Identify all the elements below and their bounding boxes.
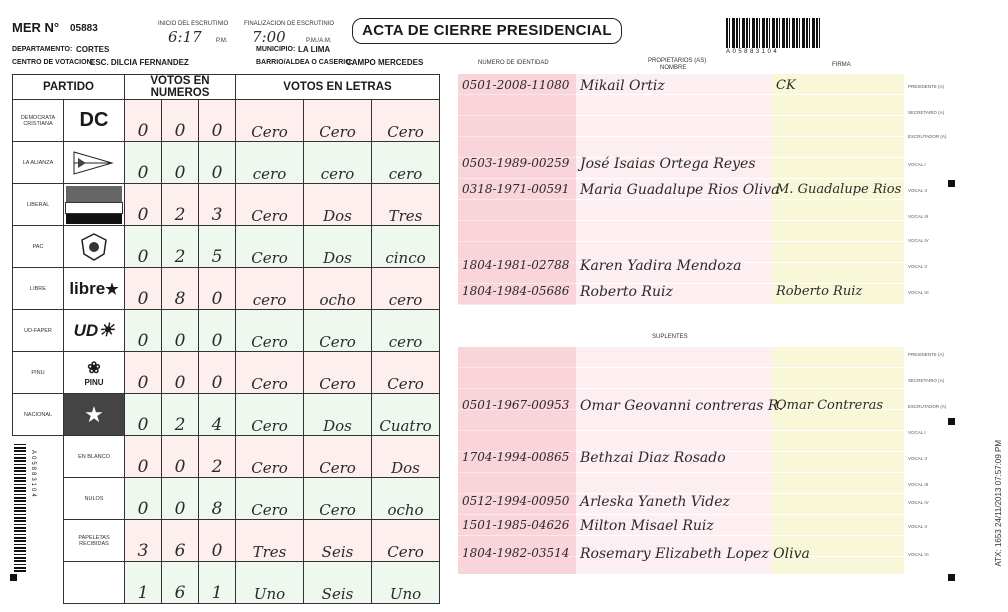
municipio-label: MUNICIPIO: xyxy=(256,46,296,53)
vote-number-digit: 0 xyxy=(125,226,162,268)
vote-row xyxy=(13,100,440,142)
vote-number-digit: 4 xyxy=(199,394,236,436)
municipio-value: LA LIMA xyxy=(298,45,331,54)
vote-letter-word: ocho xyxy=(304,268,372,310)
vote-number-digit: 8 xyxy=(162,268,199,310)
vote-row xyxy=(13,352,440,394)
final-suffix: P.M./A.M. xyxy=(306,38,332,44)
member-role: VOCAL IV xyxy=(908,238,929,243)
vote-letter-word: Cero xyxy=(304,352,372,394)
vote-letter-word: Dos xyxy=(304,394,372,436)
member-id: 1704-1994-00865 xyxy=(462,450,570,464)
vote-number-digit: 0 xyxy=(162,436,199,478)
member-id: 0512-1994-00950 xyxy=(462,494,570,508)
member-role: VOCAL II xyxy=(908,456,927,461)
party-name: LIBRE xyxy=(13,268,64,310)
vote-row xyxy=(13,310,440,352)
suplentes-label: SUPLENTES xyxy=(652,334,688,340)
vote-number-digit: 5 xyxy=(199,226,236,268)
member-id: 1804-1981-02788 xyxy=(462,258,570,272)
vote-letter-word: cero xyxy=(372,268,440,310)
inicio-suffix: P.M. xyxy=(216,38,228,44)
member-role: VOCAL IV xyxy=(908,500,929,505)
party-logo: ★ xyxy=(64,394,125,436)
vote-number-digit: 0 xyxy=(125,310,162,352)
member-signature: Roberto Ruiz xyxy=(776,284,863,299)
member-role: PRESIDENTE (A) xyxy=(908,352,945,357)
member-name: José Isaias Ortega Reyes xyxy=(580,156,756,172)
vertical-barcode xyxy=(14,442,26,572)
registration-mark xyxy=(948,574,955,581)
vote-number-digit: 0 xyxy=(199,100,236,142)
party-name: UD-FAPER xyxy=(13,310,64,352)
party-name xyxy=(64,562,125,604)
suplentes-gap xyxy=(458,305,904,347)
vote-number-digit: 0 xyxy=(199,310,236,352)
vote-row xyxy=(13,394,440,436)
col-nombre-label: NOMBRE xyxy=(660,65,687,71)
vote-letter-word: Cero xyxy=(304,310,372,352)
party-name: NULOS xyxy=(64,478,125,520)
vote-number-digit: 0 xyxy=(162,310,199,352)
vote-number-digit: 1 xyxy=(125,562,162,604)
member-role: VOCAL VI xyxy=(908,552,929,557)
vote-row xyxy=(13,142,440,184)
party-logo xyxy=(64,184,125,226)
final-value: 7:00 xyxy=(252,28,286,46)
vote-letter-word: Uno xyxy=(236,562,304,604)
vote-number-digit: 0 xyxy=(162,478,199,520)
vote-number-digit: 0 xyxy=(125,100,162,142)
vote-number-digit: 0 xyxy=(125,394,162,436)
party-logo xyxy=(64,142,125,184)
member-name: Rosemary Elizabeth Lopez Oliva xyxy=(580,546,810,562)
vote-number-digit: 3 xyxy=(199,184,236,226)
member-role: ESCRUTADOR (A) xyxy=(908,404,947,409)
member-signature: M. Guadalupe Rios xyxy=(776,182,902,197)
vote-row xyxy=(13,478,440,520)
vote-letter-word: Cero xyxy=(236,394,304,436)
member-signature: Omar Contreras xyxy=(776,398,883,413)
vote-number-digit: 0 xyxy=(162,142,199,184)
col-firma-label: FIRMA xyxy=(832,62,851,68)
party-logo: UD ☀ xyxy=(64,310,125,352)
col-id-label: NUMERO DE IDENTIDAD xyxy=(478,60,549,66)
col-numeros: VOTOS EN NUMEROS xyxy=(125,75,236,100)
barrio-value: CAMPO MERCEDES xyxy=(346,58,424,67)
member-id: 1804-1982-03514 xyxy=(462,546,570,560)
centro-value: ESC. DILCIA FERNANDEZ xyxy=(90,58,189,67)
vote-letter-word: Cero xyxy=(304,478,372,520)
member-role: SECRETARIO (A) xyxy=(908,378,945,383)
member-role: ESCRUTADOR (A) xyxy=(908,134,947,139)
party-name: EN BLANCO xyxy=(64,436,125,478)
vote-letter-word: Tres xyxy=(236,520,304,562)
vote-letter-word: Seis xyxy=(304,562,372,604)
vote-letter-word: Cero xyxy=(372,520,440,562)
member-role: PRESIDENTE (A) xyxy=(908,84,945,89)
centro-label: CENTRO DE VOTACION: xyxy=(12,59,94,66)
party-name: LIBERAL xyxy=(13,184,64,226)
vote-row xyxy=(13,184,440,226)
vote-number-digit: 3 xyxy=(125,520,162,562)
party-name: LA ALIANZA xyxy=(13,142,64,184)
member-role: VOCAL I xyxy=(908,162,926,167)
party-logo: ❀ PINU xyxy=(64,352,125,394)
departamento-label: DEPARTAMENTO: xyxy=(12,46,73,53)
party-name: PAPELETAS RECIBIDAS xyxy=(64,520,125,562)
party-name: PINU xyxy=(13,352,64,394)
vote-number-digit: 0 xyxy=(125,184,162,226)
member-role: SECRETARIO (A) xyxy=(908,110,945,115)
vote-letter-word: Cero xyxy=(372,100,440,142)
page-title: ACTA DE CIERRE PRESIDENCIAL xyxy=(352,18,622,44)
vote-letter-word: ocho xyxy=(372,478,440,520)
vote-number-digit: 8 xyxy=(199,478,236,520)
registration-mark xyxy=(948,180,955,187)
vote-number-digit: 0 xyxy=(125,268,162,310)
member-name: Arleska Yaneth Videz xyxy=(580,494,730,510)
member-id: 1804-1984-05686 xyxy=(462,284,570,298)
vote-number-digit: 0 xyxy=(199,520,236,562)
vote-number-digit: 0 xyxy=(199,268,236,310)
vote-letter-word: cero xyxy=(304,142,372,184)
barcode-number: A05883104 xyxy=(726,49,780,55)
vote-number-digit: 0 xyxy=(199,352,236,394)
vote-letter-word: Cero xyxy=(236,184,304,226)
vote-letter-word: Uno xyxy=(372,562,440,604)
vote-row xyxy=(13,268,440,310)
party-logo: libre ★ xyxy=(64,268,125,310)
registration-mark xyxy=(948,418,955,425)
member-name: Bethzai Diaz Rosado xyxy=(580,450,726,466)
member-name: Karen Yadira Mendoza xyxy=(580,258,742,274)
inicio-value: 6:17 xyxy=(168,28,202,46)
vote-letter-word: Cuatro xyxy=(372,394,440,436)
vote-letter-word: Cero xyxy=(304,436,372,478)
member-role: VOCAL VI xyxy=(908,290,929,295)
member-name: Milton Misael Ruiz xyxy=(580,518,714,534)
col-letras: VOTOS EN LETRAS xyxy=(236,75,440,100)
vote-number-digit: 6 xyxy=(162,562,199,604)
vote-letter-word: cero xyxy=(236,268,304,310)
mer-number: 05883 xyxy=(70,23,98,34)
vote-letter-word: Cero xyxy=(236,100,304,142)
vote-number-digit: 2 xyxy=(162,226,199,268)
vote-letter-word: Cero xyxy=(236,478,304,520)
member-role: VOCAL II xyxy=(908,188,927,193)
party-name: DEMOCRATA CRISTIANA xyxy=(13,100,64,142)
vote-letter-word: Cero xyxy=(236,310,304,352)
party-logo xyxy=(64,226,125,268)
barrio-label: BARRIO/ALDEA O CASERIO: xyxy=(256,59,353,66)
member-name: Roberto Ruiz xyxy=(580,284,673,300)
final-label: FINALIZACION DE ESCRUTINIO xyxy=(244,21,335,27)
member-id: 1501-1985-04626 xyxy=(462,518,570,532)
member-role: VOCAL III xyxy=(908,214,929,219)
vote-number-digit: 0 xyxy=(162,352,199,394)
vote-letter-word: Cero xyxy=(236,226,304,268)
member-signature: CK xyxy=(776,78,796,93)
member-role: VOCAL V xyxy=(908,524,928,529)
member-name: Mikail Ortiz xyxy=(580,78,665,94)
vote-number-digit: 2 xyxy=(162,394,199,436)
vote-letter-word: cero xyxy=(372,142,440,184)
member-role: VOCAL V xyxy=(908,264,928,269)
votes-table xyxy=(12,74,440,604)
vote-letter-word: Cero xyxy=(372,352,440,394)
timestamp-stamp: ATX: 1653 24/11/2013 07:57:09 PM xyxy=(994,440,1003,567)
vote-number-digit: 1 xyxy=(199,562,236,604)
vote-number-digit: 0 xyxy=(125,352,162,394)
member-id: 0503-1989-00259 xyxy=(462,156,570,170)
vote-letter-word: Dos xyxy=(304,226,372,268)
vertical-barcode-number: A05883104 xyxy=(30,450,36,499)
vote-row xyxy=(13,226,440,268)
vote-letter-word: cero xyxy=(236,142,304,184)
member-id: 0318-1971-00591 xyxy=(462,182,570,196)
vote-row xyxy=(13,436,440,478)
vote-letter-word: Cero xyxy=(304,100,372,142)
departamento-value: CORTES xyxy=(76,45,110,54)
barcode-image xyxy=(726,18,822,48)
vote-number-digit: 0 xyxy=(125,436,162,478)
vote-row xyxy=(13,562,440,604)
vote-letter-word: Cero xyxy=(236,436,304,478)
vote-number-digit: 2 xyxy=(162,184,199,226)
member-name: Omar Geovanni contreras R. xyxy=(580,398,783,414)
vote-number-digit: 0 xyxy=(125,142,162,184)
vote-letter-word: cinco xyxy=(372,226,440,268)
member-id: 0501-1967-00953 xyxy=(462,398,570,412)
vote-letter-word: Cero xyxy=(236,352,304,394)
registration-mark xyxy=(10,574,17,581)
member-name: Maria Guadalupe Rios Oliva xyxy=(580,182,780,198)
col-owners-label: PROPIETARIOS (AS) xyxy=(648,58,707,64)
vote-number-digit: 0 xyxy=(199,142,236,184)
vote-letter-word: Dos xyxy=(304,184,372,226)
member-role: VOCAL III xyxy=(908,482,929,487)
inicio-label: INICIO DEL ESCRUTINIO xyxy=(158,21,229,27)
vote-number-digit: 0 xyxy=(162,100,199,142)
party-name: PAC xyxy=(13,226,64,268)
party-logo: DC xyxy=(64,100,125,142)
vote-letter-word: cero xyxy=(372,310,440,352)
party-name: NACIONAL xyxy=(13,394,64,436)
vote-row xyxy=(13,520,440,562)
vote-number-digit: 6 xyxy=(162,520,199,562)
member-id: 0501-2008-11080 xyxy=(462,78,570,92)
vote-number-digit: 2 xyxy=(199,436,236,478)
vote-letter-word: Dos xyxy=(372,436,440,478)
mer-label: MER N° xyxy=(12,20,60,35)
vote-letter-word: Tres xyxy=(372,184,440,226)
col-partido: PARTIDO xyxy=(13,75,125,100)
member-role: VOCAL I xyxy=(908,430,926,435)
vote-number-digit: 0 xyxy=(125,478,162,520)
vote-letter-word: Seis xyxy=(304,520,372,562)
